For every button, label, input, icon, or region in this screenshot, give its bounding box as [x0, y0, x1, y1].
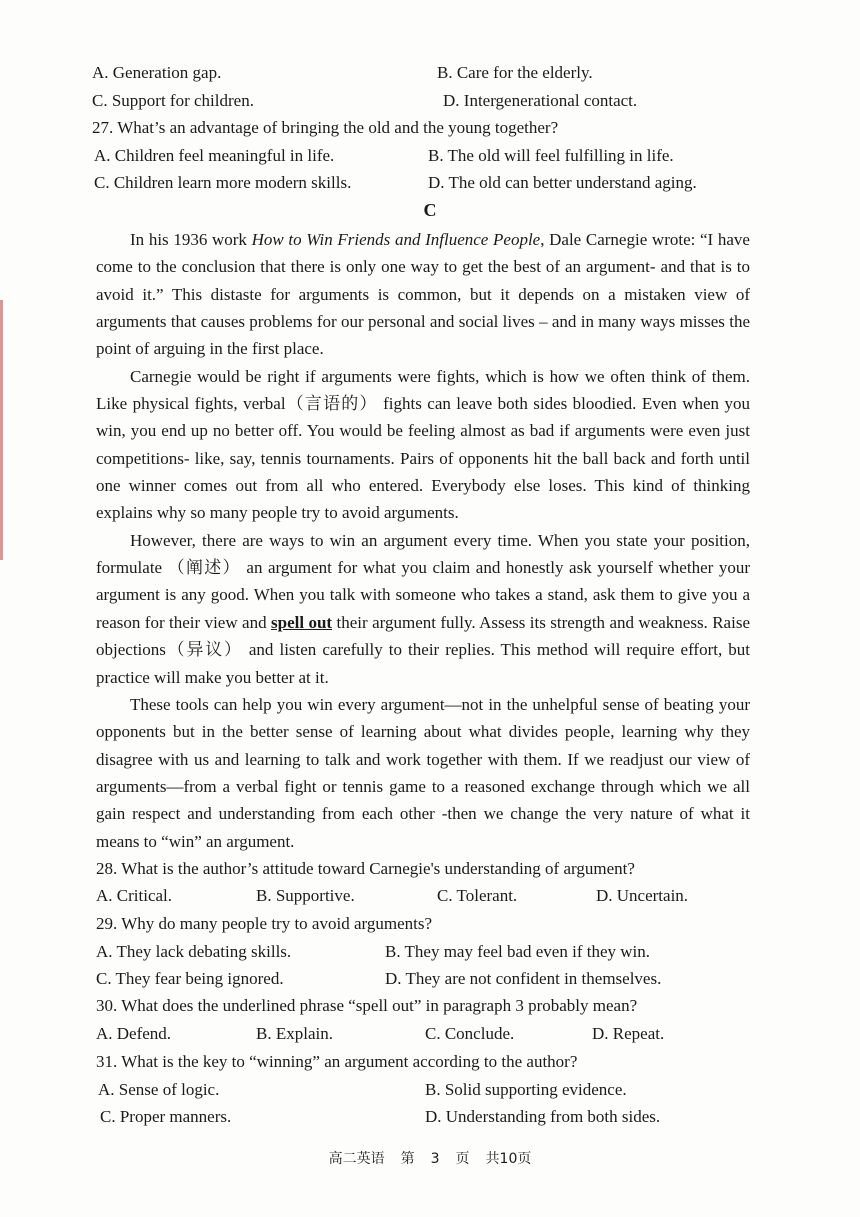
passage [96, 226, 750, 855]
q30-option-b: B. Explain. [256, 1024, 333, 1043]
footer-total-pages: 共10页 [485, 1151, 532, 1167]
q28-option-a: A. Critical. [96, 886, 173, 905]
q31-options-row-2 [0, 1104, 860, 1130]
q26-options-row-1 [0, 60, 860, 86]
q31-stem-row [0, 1049, 860, 1075]
q26-options-row-2 [0, 88, 860, 114]
q30-stem-row [0, 993, 860, 1019]
q28-option-d: D. Uncertain. [596, 886, 689, 905]
passage-paragraph-2: Carnegie would be right if arguments were fights, which is how we often think of them. Like physical fights, verbal（言语的） fights can leave both sides bloodied. Even when you win, you end up no better off. You would be feeling almost as bad if arguments were even just competitions- like, say, tennis tournaments. Pairs of opponents hit the ball back and forth until one winner comes out from all who entered. Everybody else loses. This kind of thinking explains why so many people try to avoid arguments. [96, 366, 750, 523]
q31-option-c: C. Proper manners. [100, 1107, 232, 1126]
q29-option-d: D. They are not confident in themselves. [385, 969, 662, 988]
q27-option-a: A. Children feel meaningful in life. [94, 146, 335, 165]
q27-stem-row [0, 115, 860, 141]
q29-stem: 29. Why do many people try to avoid arguments? [96, 914, 432, 933]
q27-options-row-2 [0, 170, 860, 196]
q26-option-a: A. Generation gap. [92, 63, 222, 82]
q30-stem: 30. What does the underlined phrase “spell out” in paragraph 3 probably mean? [96, 996, 638, 1015]
q28-option-c: C. Tolerant. [437, 886, 518, 905]
book-title: How to Win Friends and Influence People [251, 230, 541, 249]
passage-paragraph-3 [96, 527, 750, 691]
p1-post: , Dale Carnegie wrote: “I have come to the conclusion that there is only one way to get the best of an argument- and that is to avoid it.” This distaste for arguments is common, but it depends on a mistaken view of arguments that causes problems for our personal and social lives – and in many ways misses the point of arguing in the first place. [96, 230, 750, 359]
q27-option-b: B. The old will feel fulfilling in life. [428, 146, 674, 165]
passage-paragraph-4: These tools can help you win every argument—not in the unhelpful sense of beating your opponents but in the better sense of learning about what divides people, learning why they disagree with us and learning to talk and work together with them. If we readjust our view of arguments—from a verbal fight or tennis game to a reasoned exchange through which we all gain respect and understanding from each other -then we change the very nature of what it means to “win” an argument. [96, 694, 750, 851]
q30-option-a: A. Defend. [96, 1024, 172, 1043]
q28-stem: 28. What is the author’s attitude toward Carnegie's understanding of argument? [96, 859, 635, 878]
footer-subject: 高二英语 [328, 1151, 385, 1167]
p3-post: their argument fully. Assess its strength and weakness. Raise objections（异议） and listen carefully to their replies. This method will require effort, but practice will make you better at it. [96, 612, 750, 687]
q27-stem: 27. What’s an advantage of bringing the old and the young together? [92, 118, 559, 137]
footer-page-number: 3 [430, 1151, 440, 1167]
q31-option-d: D. Understanding from both sides. [425, 1107, 661, 1126]
q26-option-d: D. Intergenerational contact. [443, 91, 638, 110]
q31-option-b: B. Solid supporting evidence. [425, 1080, 627, 1099]
q29-options-row-2 [0, 966, 860, 992]
q28-options-row [0, 883, 860, 909]
q26-option-c: C. Support for children. [92, 91, 254, 110]
q27-option-c: C. Children learn more modern skills. [94, 173, 352, 192]
q29-stem-row [0, 911, 860, 937]
q29-option-a: A. They lack debating skills. [96, 942, 292, 961]
q29-option-c: C. They fear being ignored. [96, 969, 284, 988]
passage-paragraph-1 [96, 226, 750, 363]
q31-stem: 31. What is the key to “winning” an argument according to the author? [96, 1052, 578, 1071]
q31-options-row-1 [0, 1077, 860, 1103]
page-footer [0, 1148, 860, 1168]
q29-options-row-1 [0, 939, 860, 965]
underlined-phrase: spell out [271, 612, 333, 632]
q31-option-a: A. Sense of logic. [98, 1080, 220, 1099]
q28-stem-row [0, 856, 860, 882]
footer-page-pre: 第 [400, 1151, 415, 1167]
q30-option-d: D. Repeat. [592, 1024, 665, 1043]
q30-option-c: C. Conclude. [425, 1024, 515, 1043]
q26-option-b: B. Care for the elderly. [437, 63, 593, 82]
q29-option-b: B. They may feel bad even if they win. [385, 942, 650, 961]
q27-option-d: D. The old can better understand aging. [428, 173, 697, 192]
p1-pre: In his 1936 work [130, 230, 252, 249]
footer-page-post: 页 [455, 1151, 470, 1167]
section-title: C [423, 200, 437, 220]
q28-option-b: B. Supportive. [256, 886, 355, 905]
p3-pre: However, there are ways to win an argument every time. When you state your position, formulate （阐述） an argument for what you claim and honestly ask yourself whether your argument is any good. When you talk with someone who takes a stand, ask them to give you a reason for their view and [96, 530, 750, 632]
q30-options-row [0, 1021, 860, 1047]
q27-options-row-1 [0, 143, 860, 169]
